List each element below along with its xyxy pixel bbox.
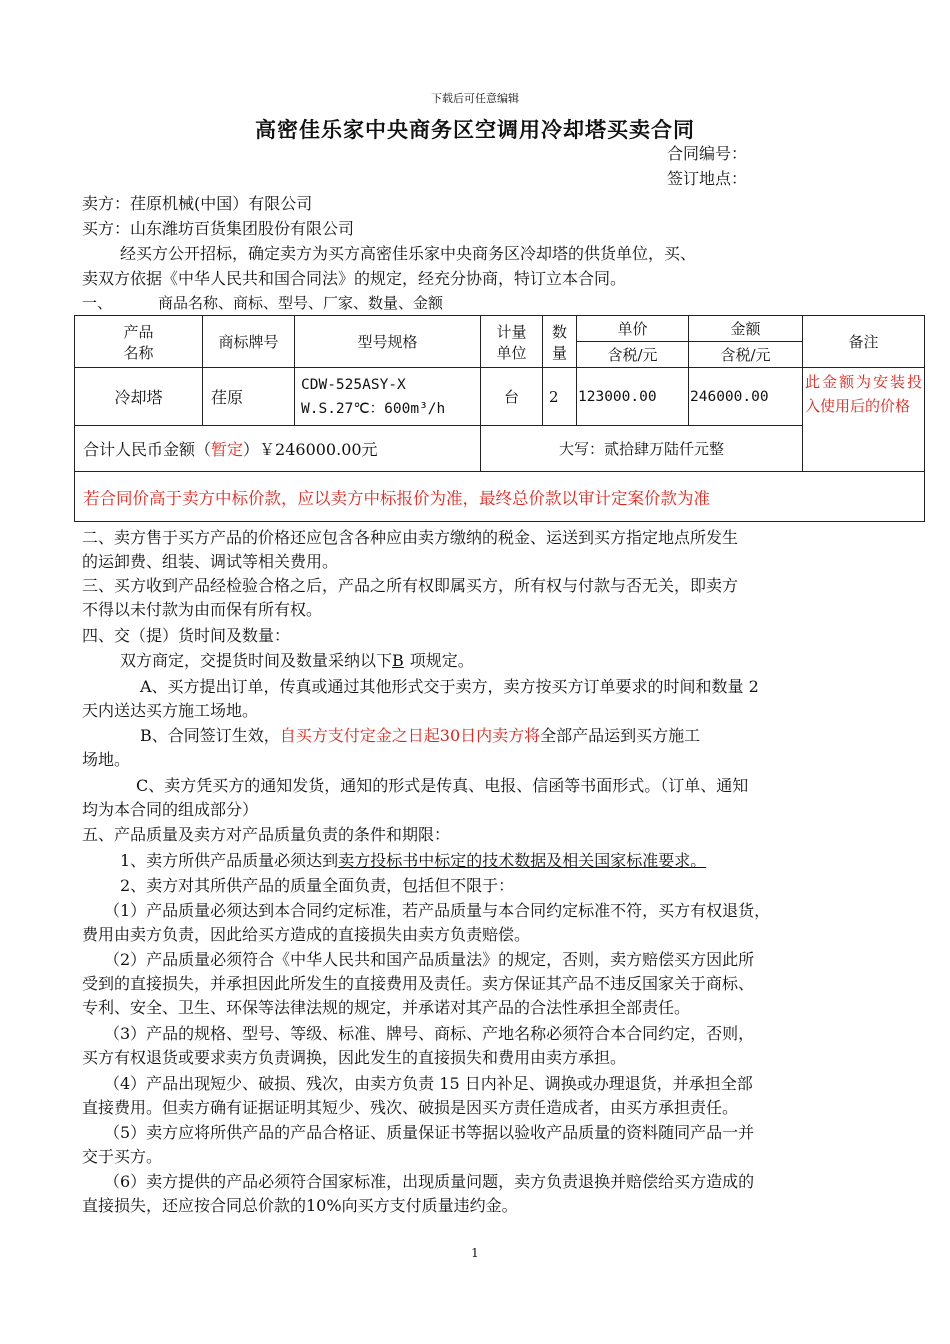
clause-3-line-2: 买方有权退货或要求卖方负责调换，因此发生的直接损失和费用由卖方承担。 [82,1048,627,1067]
header-amount: 金额 [689,316,803,342]
header-unit-price: 单价 [577,316,689,342]
clause-2-line-3: 专利、安全、卫生、环保等法律法规的规定，并承诺对其产品的合法性承担全部责任。 [82,998,691,1017]
section-5-item-2: 2、卖方对其所供产品的质量全面负责，包括但不限于： [120,876,515,895]
section-2-line-2: 的运卸费、组装、调试等相关费用。 [82,552,339,571]
total-amount: 合计人民币金额（暂定）￥246000.00元 [75,426,481,472]
intro-line-2: 卖双方依据《中华人民共和国合同法》的规定，经充分协商，特订立本合同。 [82,269,627,288]
section-4-lead: 双方商定，交提货时间及数量采纳以下B 项规定。 [120,651,474,670]
clause-4-line-2: 直接费用。但卖方确有证据证明其短少、残次、破损是因买方责任造成者，由买方承担责任。 [82,1098,739,1117]
contract-title: 高密佳乐家中央商务区空调用冷却塔买卖合同 [255,117,695,142]
selected-option: B [392,651,404,670]
section-5-title: 五、产品质量及卖方对产品质量负责的条件和期限： [82,825,451,844]
cell-brand: 荏原 [203,368,295,426]
section-1-title: 商品名称、商标、型号、厂家、数量、金额 [158,294,444,312]
cell-amount: 246000.00 [689,368,803,426]
page-number: 1 [471,1246,479,1260]
price-clause: 若合同价高于卖方中标价款，应以卖方中标报价为准，最终总价款以审计定案价款为准 [75,472,925,522]
signing-place-label: 签订地点： [667,169,748,188]
header-note: 下载后可任意编辑 [431,92,519,105]
option-b-deadline: 自买方支付定金之日起30日内卖方将 [279,726,541,745]
total-provisional-tag: 暂定 [211,440,244,459]
header-remark: 备注 [803,316,925,368]
section-1-number: 一、 [82,294,113,312]
cell-unit: 台 [481,368,543,426]
clause-3-line-1: （3）产品的规格、型号、等级、标准、牌号、商标、产地名称必须符合本合同约定，否则， [104,1024,755,1043]
section-5-item-1: 1、卖方所供产品质量必须达到卖方投标书中标定的技术数据及相关国家标准要求。 [120,851,707,870]
cell-remark: 此金额为安装投入使用后的价格 [803,368,925,472]
clause-2-line-2: 受到的直接损失，并承担因此所发生的直接费用及责任。卖方保证其产品不违反国家关于商标、 [82,974,755,993]
contract-number-label: 合同编号： [667,144,748,163]
product-table [74,315,925,522]
section-3-line-1: 三、买方收到产品经检验合格之后，产品之所有权即属买方，所有权与付款与否无关，即卖方 [82,576,739,595]
header-brand: 商标牌号 [203,316,295,368]
header-model: 型号规格 [295,316,481,368]
cell-product: 冷却塔 [75,368,203,426]
intro-line-1: 经买方公开招标，确定卖方为买方高密佳乐家中央商务区冷却塔的供货单位，买、 [120,244,697,263]
section-4-title: 四、交（提）货时间及数量： [82,626,291,645]
option-a-line-2: 天内送达买方施工场地。 [82,701,259,720]
header-quantity: 数 量 [543,316,577,368]
clause-1-line-2: 费用由卖方负责，因此给买方造成的直接损失由卖方负责赔偿。 [82,925,531,944]
option-b-line-1: B、合同签订生效，自买方支付定金之日起30日内卖方将全部产品运到买方施工 [140,726,701,745]
header-amount-tax: 含税/元 [689,342,803,368]
clause-6-line-1: （6）卖方提供的产品必须符合国家标准，出现质量问题，卖方负责退换并赔偿给买方造成的 [104,1172,755,1191]
header-unit-price-tax: 含税/元 [577,342,689,368]
header-product-name: 产品 名称 [75,316,203,368]
buyer-line: 买方：山东潍坊百货集团股份有限公司 [82,219,355,238]
header-unit: 计量 单位 [481,316,543,368]
cell-unit-price: 123000.00 [577,368,689,426]
seller-line: 卖方：荏原机械(中国）有限公司 [82,194,313,213]
total-amount-capital: 大写：贰拾肆万陆仟元整 [481,426,803,472]
cell-quantity: 2 [543,368,577,426]
option-c-line-2: 均为本合同的组成部分） [82,800,259,819]
option-a-line-1: A、买方提出订单，传真或通过其他形式交于卖方，卖方按买方订单要求的时间和数量 2 [140,677,759,696]
clause-6-line-2: 直接损失，还应按合同总价款的10%向买方支付质量违约金。 [82,1196,518,1215]
clause-4-line-1: （4）产品出现短少、破损、残次，由卖方负责 15 日内补足、调换或办理退货，并承担全部 [104,1074,753,1093]
clause-5-line-1: （5）卖方应将所供产品的产品合格证、质量保证书等据以验收产品质量的资料随同产品一并 [104,1123,755,1142]
section-3-line-2: 不得以未付款为由而保有所有权。 [82,600,323,619]
section-1-heading [82,292,894,313]
quality-standard: 卖方投标书中标定的技术数据及相关国家标准要求。 [338,851,707,870]
cell-model: CDW-525ASY-X W.S.27℃：600m³/h [295,368,481,426]
clause-2-line-1: （2）产品质量必须符合《中华人民共和国产品质量法》的规定，否则，卖方赔偿买方因此所 [104,950,755,969]
section-2-line-1: 二、卖方售于买方产品的价格还应包含各种应由卖方缴纳的税金、运送到买方指定地点所发生 [82,528,739,547]
option-b-line-2: 场地。 [82,750,131,769]
clause-1-line-1: （1）产品质量必须达到本合同约定标准，若产品质量与本合同约定标准不符，买方有权退货， [104,901,771,920]
option-c-line-1: C、卖方凭买方的通知发货，通知的形式是传真、电报、信函等书面形式。（订单、通知 [136,776,749,795]
clause-5-line-2: 交于买方。 [82,1147,163,1166]
